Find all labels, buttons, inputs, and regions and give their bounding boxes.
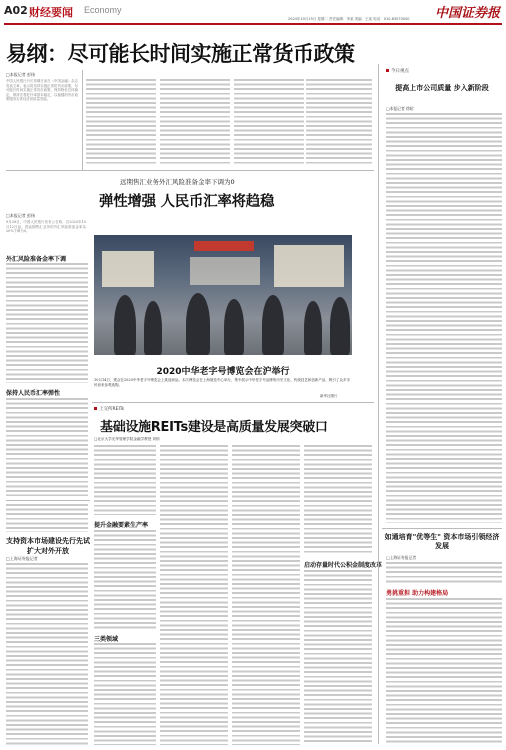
- reit-headline: 基础设施REITs建设是高质量发展突破口: [100, 420, 328, 435]
- sidebar-bottom-title: 如通培育"优等生" 资本市场引领经济发展: [384, 533, 500, 550]
- reit-body: [232, 445, 300, 745]
- photo-title: 2020中华老字号博览会在沪举行: [156, 367, 290, 377]
- reit-body: [304, 445, 372, 555]
- capital-market-body: [6, 563, 88, 745]
- divider: [382, 528, 502, 529]
- masthead-rule: [4, 23, 502, 25]
- reit-subhead-1: 提升金融要素生产率: [94, 522, 149, 529]
- lead-body-column: [234, 79, 304, 165]
- capital-market-headline: 支持资本市场建设先行先试 扩大对外开放: [6, 537, 90, 555]
- sidebar-byline: □本报记者 徐昭: [386, 106, 414, 111]
- sidebar-subhead: 勇挑重担 助力构建格局: [386, 590, 449, 597]
- section-name: 财经要闻: [29, 6, 73, 19]
- reit-body: [94, 445, 156, 515]
- rmb-headline: 弹性增强 人民币汇率将趋稳: [99, 194, 275, 210]
- rmb-body: [6, 398, 88, 496]
- divider: [6, 170, 374, 171]
- sidebar-bottom-body: [386, 598, 502, 745]
- reit-tag: [94, 406, 124, 412]
- photo-credit: 新华社图片: [320, 394, 338, 398]
- rmb-body: [6, 504, 88, 532]
- lead-headline: 易纲：尽可能长时间实施正常货币政策: [6, 42, 355, 66]
- reit-subhead-2: 三类领域: [94, 636, 119, 643]
- lead-body-column: [160, 79, 230, 165]
- lead-body-column: [86, 79, 156, 165]
- sidebar-tag-text: 今日视点: [391, 69, 409, 74]
- page-number: A02: [4, 4, 28, 17]
- sidebar-tag: [386, 68, 409, 74]
- divider: [6, 500, 90, 501]
- newspaper-logo: 中国证券报: [434, 6, 500, 21]
- reit-body: [304, 570, 372, 745]
- rmb-subhead-2: 保持人民币汇率弹性: [6, 390, 61, 397]
- sidebar-rule: [378, 64, 379, 744]
- sidebar-bottom-body: [386, 562, 502, 584]
- rmb-body: [6, 263, 88, 383]
- edition-info: 2024年10月15日 星期二 责任编辑：李某 美编：王某 电话：010-63070000: [288, 17, 410, 21]
- lead-byline: □本报记者 彭扬: [6, 72, 36, 77]
- photo-caption: 10月14日，观众在2020中华老字号博览会上挑选商品。本次博览会在上海展览中心举办，集中展示中华老字号品牌的历史文化、传统技艺和创新产品，吸引了众多市民前来参观选购。: [94, 378, 350, 387]
- capital-market-byline: □上海证券报记者: [6, 556, 38, 561]
- rmb-byline: □本报记者 彭扬: [6, 213, 36, 218]
- reit-tag-text: 上交所REITs: [99, 407, 125, 412]
- reit-body: [160, 445, 228, 745]
- sidebar-title: 提高上市公司质量 步入新阶段: [395, 84, 489, 92]
- sidebar-bottom-byline: □上海证券报记者: [386, 555, 417, 560]
- lead-body: 中国人民银行行长易纲日前在《中国金融》杂志发表文章，表示将坚持实施正常的货币政策，尽可能长时间实施正常货币政策，保持物价总体稳定，保持宏观杠杆率基本稳定，以稳健的货币政策服务实体经济高质量发展。: [6, 79, 78, 102]
- rmb-intro: 9月28日，中国人民银行发布公告称，自2020年10月12日起，将远期售汇业务的外汇风险准备金率从20%下调为0。: [6, 220, 86, 234]
- lead-body-column: [306, 79, 372, 165]
- rmb-kicker: 远期售汇业务外汇风险准备金率下调为0: [120, 178, 235, 186]
- reit-body: [94, 530, 156, 630]
- reit-byline: □北京大学光华管理学院金融学教授 刘俏: [94, 437, 160, 441]
- rmb-subhead-1: 外汇风险准备金率下调: [6, 256, 67, 263]
- reit-body: [94, 643, 156, 745]
- column-rule: [82, 70, 83, 170]
- divider: [92, 402, 374, 403]
- section-english: Economy: [84, 5, 122, 15]
- sidebar-body: [386, 113, 502, 523]
- reit-subhead-3: 启动存量时代公积金制度改革: [304, 562, 383, 569]
- expo-photo: [94, 235, 352, 355]
